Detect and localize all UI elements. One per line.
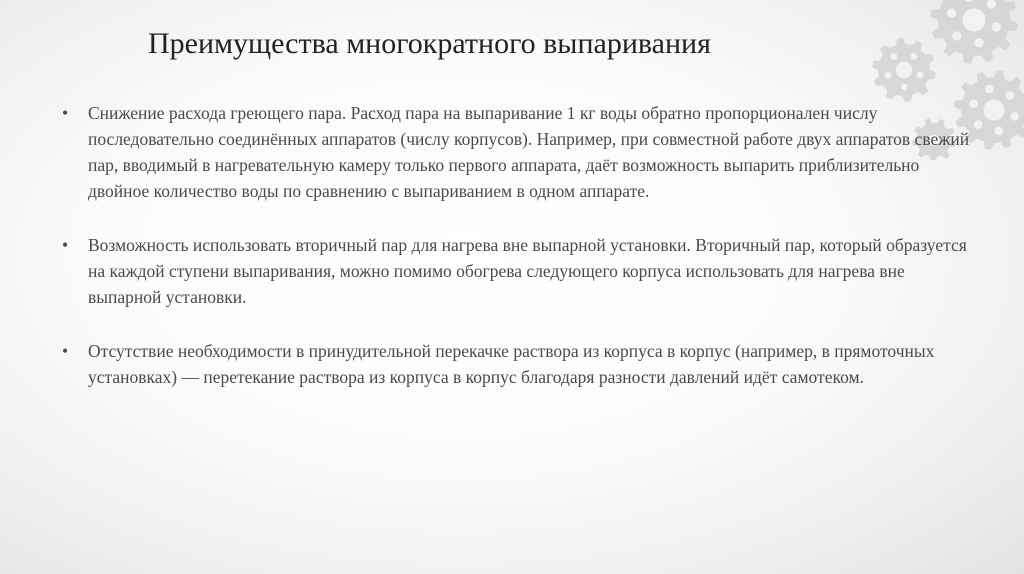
gear-hole [985, 85, 994, 94]
gear-hole [910, 53, 917, 60]
bullet-text: Снижение расхода греющего пара. Расход пара на выпаривание 1 кг воды обратно пропорционален числу последовательно соединённых аппаратов (числу корпусов). Например, при совместной работе двух аппаратов свежий пар, вводимый в нагревательную камеру только первого аппарата, даёт возможность выпарить приблизительно двойное количество воды по сравнению с выпариванием в одном аппарате. [88, 103, 970, 201]
gear-hole [891, 53, 898, 60]
list-item [62, 100, 982, 204]
gear-hole [901, 84, 908, 91]
gear-hole [992, 22, 1001, 31]
list-item [62, 338, 982, 390]
gear-hole [952, 31, 961, 40]
gear-hole [995, 127, 1004, 136]
gear-hub [983, 99, 1004, 120]
list-item [62, 232, 982, 310]
gear-hole [975, 38, 984, 47]
page-title: Преимущества многократного выпаривания [148, 27, 711, 60]
bullet-list [62, 100, 982, 418]
bullet-marker: • [62, 103, 69, 123]
gear-hub [962, 8, 985, 31]
gear-hole [1010, 112, 1019, 121]
bullet-text: Отсутствие необходимости в принудительной перекачке раствора из корпуса в корпус (например, в прямоточных установках) — перетекание раствора из корпуса в корпус благодаря разности давлений идёт самотеком. [88, 341, 935, 387]
bullet-text: Возможность использовать вторичный пар для нагрева вне выпарной установки. Вторичный пар, который образуется на каждой ступени выпаривания, можно помимо обогрева следующего корпуса использовать для нагрева вне выпарной установки. [88, 235, 967, 307]
bullet-marker: • [62, 235, 69, 255]
gear-hole [917, 72, 924, 79]
gear-hole [947, 8, 956, 17]
bullet-marker: • [62, 341, 69, 361]
gear-hole [1005, 91, 1014, 100]
gear-hub [896, 62, 913, 79]
gear-hole [885, 72, 892, 79]
